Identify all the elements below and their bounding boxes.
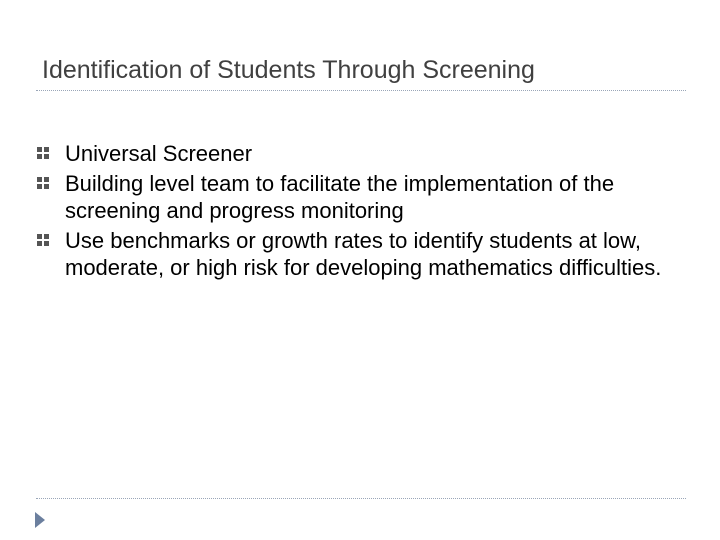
- square-bullet-icon: [36, 146, 50, 160]
- bullet-list: [36, 140, 686, 284]
- bullet-text: Use benchmarks or growth rates to identify students at low, moderate, or high risk for developing mathematics difficulties.: [65, 228, 662, 280]
- list-item: [36, 170, 686, 224]
- list-item: [36, 227, 686, 281]
- list-item: [36, 140, 686, 167]
- slide-title: Identification of Students Through Screening: [42, 56, 535, 84]
- title-divider: [36, 90, 686, 91]
- bullet-text: Universal Screener: [65, 141, 253, 166]
- square-bullet-icon: [36, 233, 50, 247]
- bullet-text: Building level team to facilitate the implementation of the screening and progress monitoring: [65, 171, 615, 223]
- play-triangle-icon[interactable]: [34, 511, 46, 529]
- square-bullet-icon: [36, 176, 50, 190]
- footer-divider: [36, 498, 686, 499]
